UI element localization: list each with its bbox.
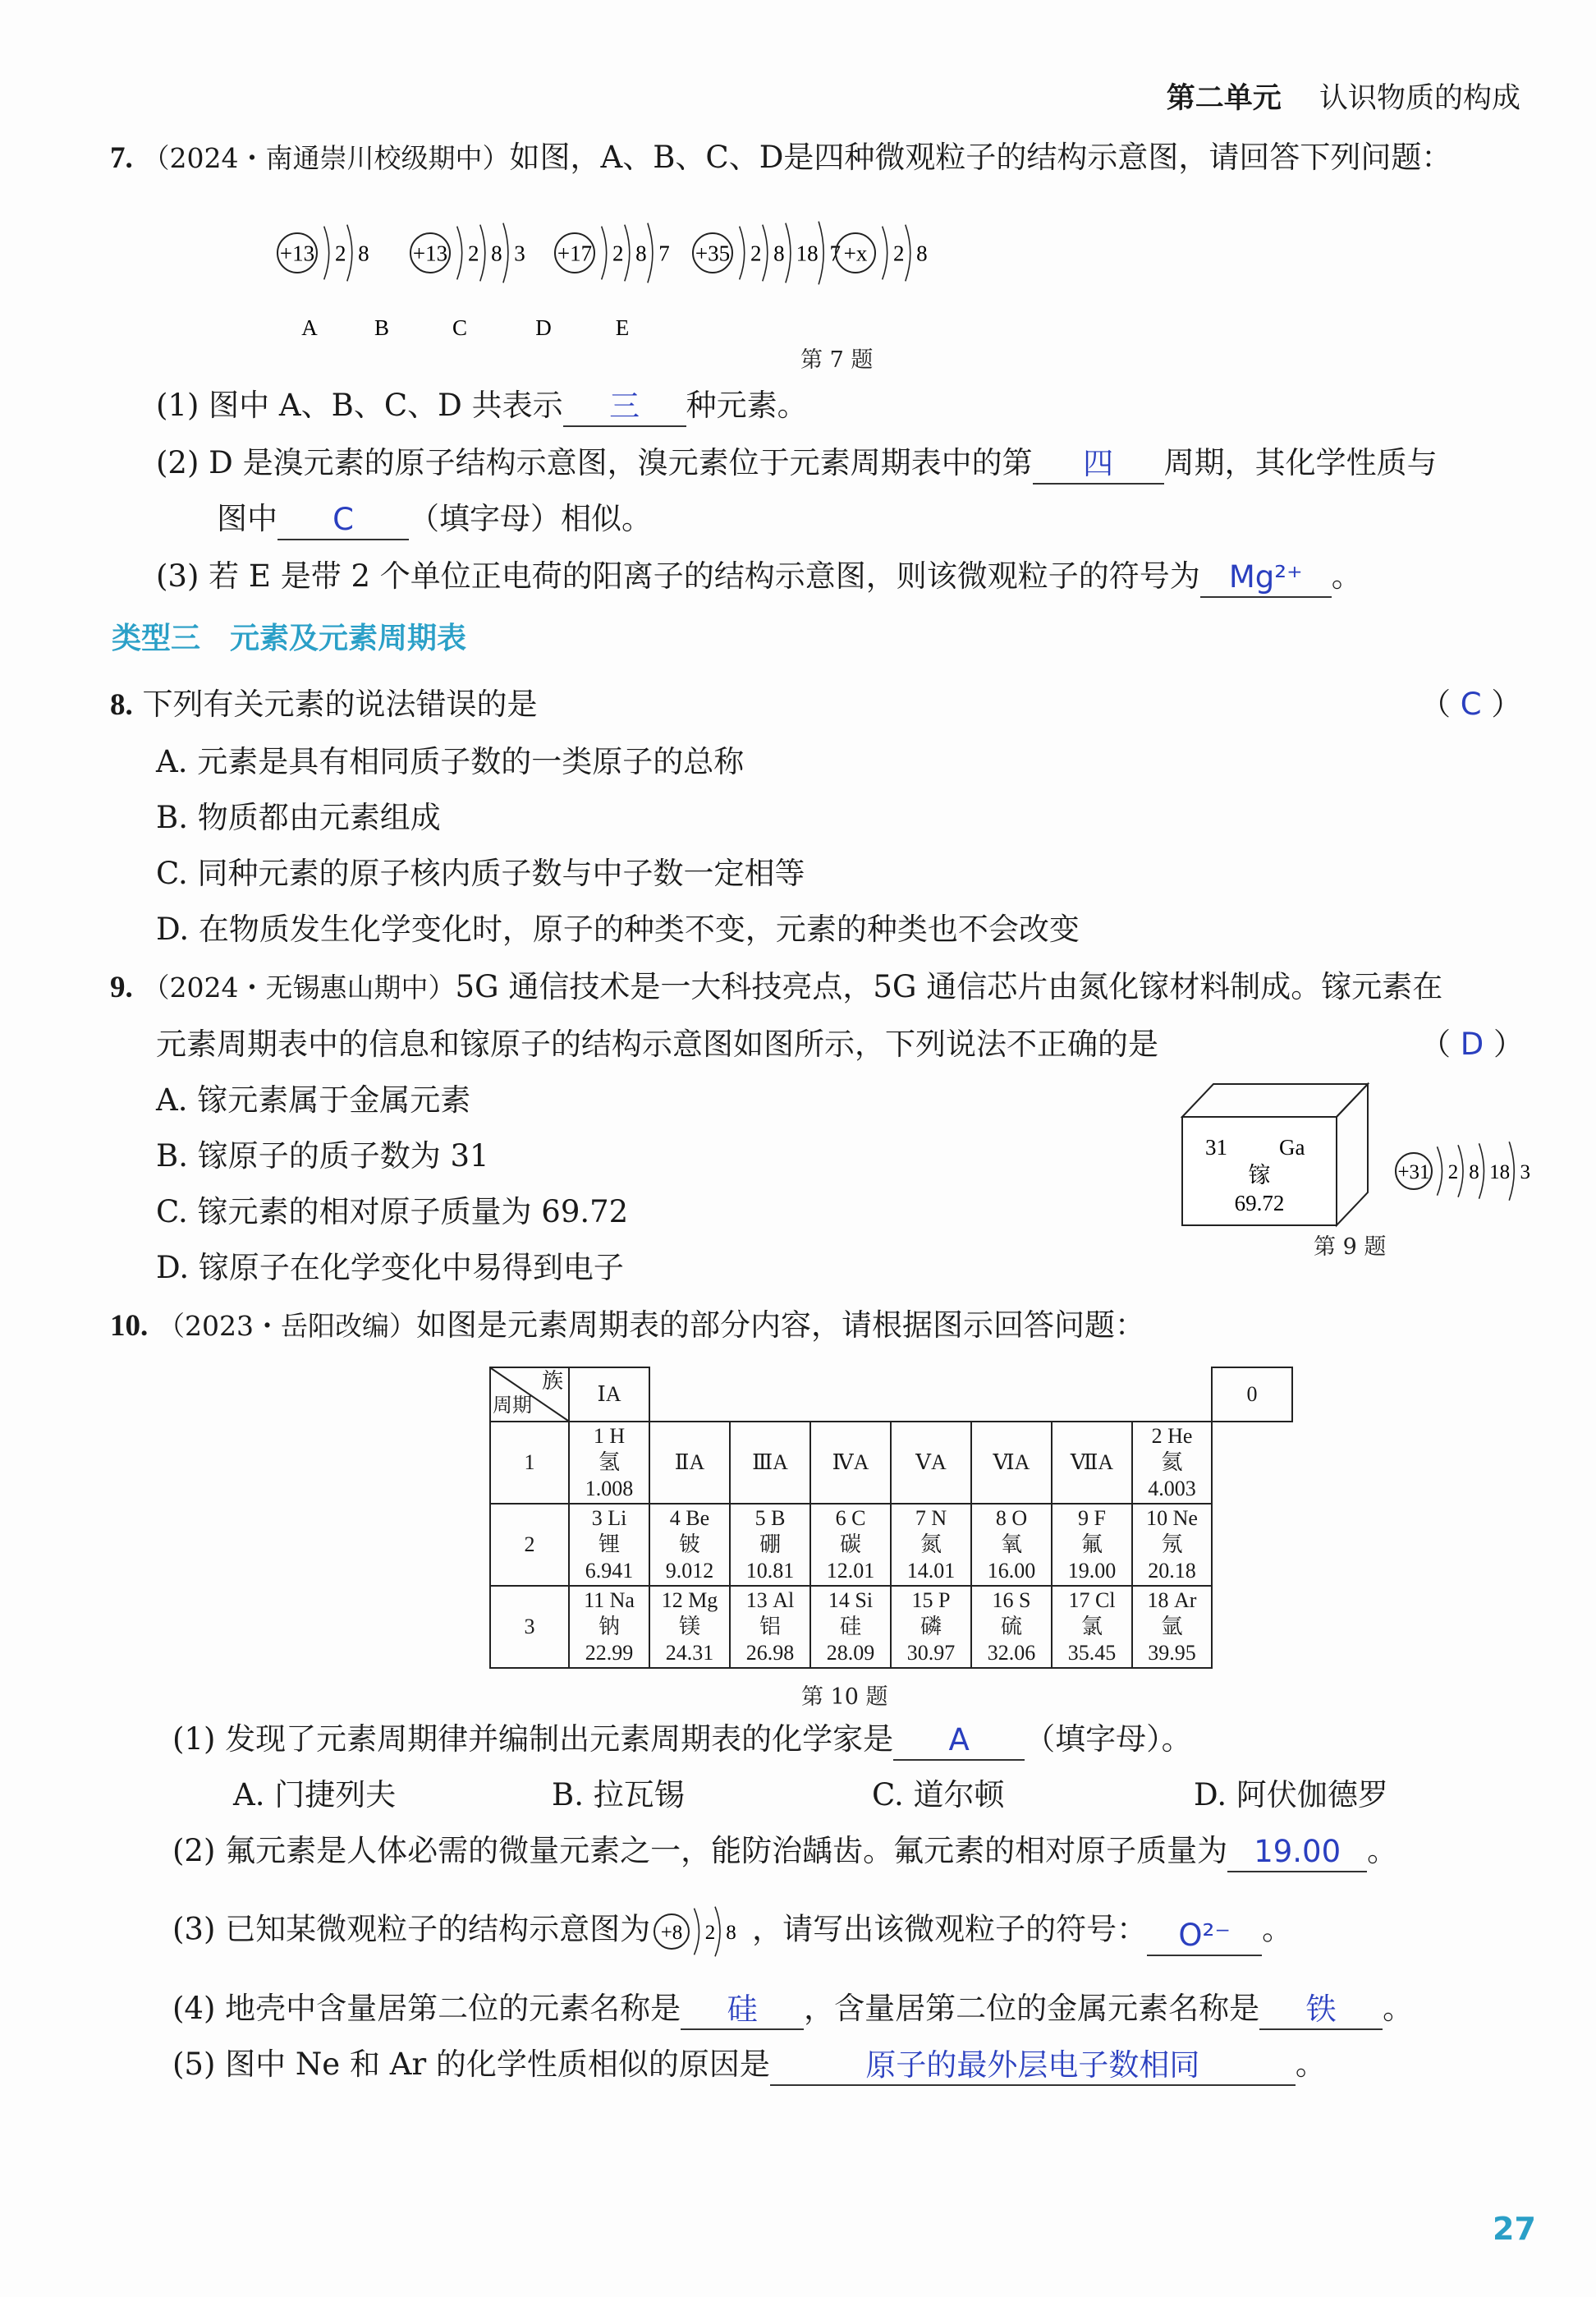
element-name: 硫 (1000, 1615, 1022, 1638)
atomic-mass: 35.45 (1067, 1641, 1117, 1665)
element-name: 磷 (920, 1615, 942, 1638)
element-name: 氟 (1080, 1532, 1103, 1556)
sub5-answer: 原子的最外层电子数相同 (865, 2047, 1200, 2083)
atomic-mass: 4.003 (1148, 1477, 1196, 1500)
nucleus-charge: +31 (1397, 1161, 1430, 1183)
shell-electron-count: 8 (1469, 1161, 1479, 1183)
sub1-text: (1) 发现了元素周期律并编制出元素周期表的化学家是 (172, 1721, 894, 1757)
diagram-label: E (615, 315, 630, 340)
q7-sub3 (156, 555, 1362, 598)
symbol: Li (608, 1506, 627, 1530)
group-header: ⅥA (971, 1422, 1052, 1504)
unit-label: 第二单元 (1166, 82, 1282, 115)
q10-sub5 (172, 2043, 1326, 2086)
question-number: 10. (110, 1309, 149, 1343)
diagram-label: C (452, 315, 468, 340)
q10-sub1 (172, 1718, 1192, 1761)
atomic-mass: 14.01 (906, 1559, 956, 1583)
q8-stem (110, 683, 538, 727)
shell-electron-count: 2 (750, 241, 762, 266)
atomic-number: 4 (669, 1506, 681, 1530)
q9-stem (110, 966, 1442, 1009)
option-C: C. 同种元素的原子核内质子数与中子数一定相等 (156, 856, 805, 891)
q10-figure-caption: 第 10 题 (801, 1684, 888, 1710)
atomic-number: 15 (911, 1588, 933, 1612)
element-cell-Al (730, 1586, 810, 1668)
q8-answer-bracket: （ C ） (1420, 687, 1522, 722)
atomic-number: 12 (661, 1588, 683, 1612)
atomic-number: 8 (995, 1506, 1007, 1530)
q9-stem-2: 元素周期表中的信息和镓原子的结构示意图如图所示，下列说法不正确的是 (156, 1027, 1158, 1062)
question-number: 9. (110, 971, 133, 1004)
period-label: 2 (490, 1504, 569, 1586)
sub1-option-C: C. 道尔顿 (872, 1777, 1005, 1812)
element-name: 钠 (598, 1615, 620, 1638)
electron-shell (648, 223, 653, 283)
atomic-number: 13 (745, 1588, 768, 1612)
atomic-mass: 26.98 (745, 1641, 795, 1665)
cell-number: 31 (1205, 1135, 1227, 1160)
period-label: 3 (490, 1586, 569, 1668)
group-header: 0 (1212, 1367, 1292, 1422)
nucleus-charge: +8 (660, 1922, 683, 1944)
sub1-answer: 三 (609, 388, 640, 424)
atomic-mass: 20.18 (1148, 1559, 1196, 1583)
element-name: 铝 (759, 1615, 781, 1638)
sub1-option-B: B. 拉瓦锡 (552, 1777, 685, 1812)
element-cell-Li (569, 1504, 649, 1586)
shell-electron-count: 8 (916, 241, 928, 266)
element-name: 镁 (678, 1615, 700, 1638)
element-name: 氯 (1080, 1615, 1103, 1638)
question-text: 如图，A、B、C、D是四种微观粒子的结构示意图，请回答下列问题： (509, 140, 1452, 175)
symbol: Mg (688, 1588, 718, 1612)
element-cell-Ne (1132, 1504, 1212, 1586)
q9-answer-bracket: （ D ） (1420, 1027, 1525, 1062)
element-cell-S (971, 1586, 1052, 1668)
electron-shell (324, 227, 329, 280)
q9-figure-caption: 第 9 题 (1314, 1234, 1387, 1260)
sub2-tail: 周期，其化学性质与 (1163, 445, 1438, 480)
nucleus-charge: +17 (557, 241, 593, 266)
atom-diagram-B (374, 223, 525, 340)
q9-answer: D (1460, 1027, 1484, 1062)
group-header: ⅦA (1052, 1422, 1132, 1504)
group-header: ⅢA (730, 1422, 810, 1504)
electron-shell (906, 225, 910, 282)
element-cell-C (810, 1504, 891, 1586)
group-header: ⅡA (649, 1422, 730, 1504)
group-header: ⅣA (810, 1422, 891, 1504)
q7-sub1 (156, 384, 808, 427)
running-header (1167, 77, 1520, 120)
electron-shell (625, 225, 630, 282)
sub4-tail: 。 (1383, 1991, 1414, 2026)
symbol: H (609, 1424, 626, 1448)
shell-electron-count: 8 (358, 241, 369, 266)
corner-cell (490, 1367, 569, 1422)
element-cell-Ar (1132, 1586, 1212, 1668)
q7-atom-diagrams (246, 207, 1231, 371)
question-source: （2023・岳阳改编） (158, 1310, 416, 1342)
electron-shell (695, 1909, 699, 1955)
section-heading: 类型三 元素及元素周期表 (112, 622, 467, 655)
electron-shell (883, 227, 887, 280)
element-name: 氢 (598, 1450, 620, 1474)
element-name: 氮 (920, 1532, 942, 1556)
element-cell-Cl (1052, 1586, 1132, 1668)
symbol: Al (773, 1588, 795, 1612)
electron-shell (763, 225, 768, 282)
cell-name: 镓 (1248, 1163, 1271, 1188)
option-D: D. 在物质发生化学变化时，原子的种类不变，元素的种类也不会改变 (156, 912, 1080, 947)
atomic-mass: 30.97 (906, 1641, 956, 1665)
element-name: 铍 (678, 1532, 700, 1556)
shell-electron-count: 7 (658, 241, 670, 266)
shell-electron-count: 2 (704, 1922, 716, 1944)
electron-shell (347, 225, 352, 282)
element-cell-Na (569, 1586, 649, 1668)
shell-electron-count: 8 (635, 241, 647, 266)
atomic-number: 16 (992, 1588, 1014, 1612)
sub2-text: (2) 氟元素是人体必需的微量元素之一，能防治龋齿。氟元素的相对原子质量为 (172, 1833, 1228, 1868)
q10-sub3 (172, 1907, 1292, 1956)
sub4-answer-2: 铁 (1305, 1991, 1337, 2027)
q8-answer: C (1460, 687, 1482, 722)
element-name: 硅 (839, 1615, 861, 1638)
shell-electron-count: 2 (468, 241, 479, 266)
atom-diagram-C (452, 223, 670, 340)
symbol: Na (609, 1588, 635, 1612)
atomic-number: 14 (828, 1588, 850, 1612)
electron-shell (457, 227, 462, 280)
gallium-atom-diagram (1387, 1133, 1530, 1207)
electron-shell (786, 223, 791, 283)
electron-shell (1509, 1142, 1514, 1200)
electron-shell (740, 227, 745, 280)
page-number: 27 (1493, 2211, 1536, 2247)
atomic-number: 6 (835, 1506, 846, 1530)
symbol: Be (686, 1506, 710, 1530)
atomic-number: 1 (593, 1424, 604, 1448)
sub2b-text: 图中 (217, 501, 277, 536)
option-D: D. 镓原子在化学变化中易得到电子 (156, 1250, 624, 1285)
sub1-answer: A (948, 1722, 970, 1757)
sub2-answer: 19.00 (1254, 1834, 1341, 1869)
shell-electron-count: 3 (514, 241, 525, 266)
element-cell-O (971, 1504, 1052, 1586)
atomic-mass: 9.012 (665, 1559, 714, 1583)
sub3-text: (3) 若 E 是带 2 个单位正电荷的阳离子的结构示意图，则该微观粒子的符号为 (156, 558, 1200, 594)
element-name: 碳 (839, 1532, 861, 1556)
option-A: A. 元素是具有相同质子数的一类原子的总称 (156, 744, 745, 779)
sub2b-answer: C (332, 502, 354, 537)
atomic-mass: 12.01 (826, 1559, 875, 1583)
atomic-number: 3 (591, 1506, 603, 1530)
atomic-number: 11 (584, 1588, 605, 1612)
atom-diagram-D (535, 222, 841, 340)
atomic-number: 18 (1147, 1588, 1169, 1612)
group-axis-label: 族 (541, 1369, 563, 1393)
shell-electron-count: 2 (335, 241, 346, 266)
electron-shell (1438, 1146, 1442, 1195)
shell-electron-count: 2 (1447, 1161, 1459, 1183)
shell-electron-count: 7 (829, 241, 841, 266)
element-name: 氦 (1161, 1450, 1183, 1474)
cell-symbol: Ga (1279, 1135, 1305, 1160)
period-axis-label: 周期 (493, 1395, 532, 1417)
atomic-mass: 1.008 (585, 1477, 634, 1500)
sub4-mid: ，含量居第二位的金属元素名称是 (804, 1991, 1260, 2026)
question-number: 8. (110, 688, 133, 722)
option-C: C. 镓元素的相对原子质量为 69.72 (156, 1194, 629, 1229)
atomic-number: 5 (754, 1506, 766, 1530)
atomic-number: 10 (1146, 1506, 1168, 1530)
symbol: N (931, 1506, 947, 1530)
option-A: A. 镓元素属于金属元素 (156, 1082, 471, 1118)
period-label: 1 (490, 1422, 569, 1504)
symbol: He (1167, 1424, 1193, 1448)
q10-sub2 (172, 1830, 1397, 1872)
q7-stem (110, 136, 1452, 180)
atomic-number: 2 (1151, 1424, 1163, 1448)
symbol: O (1011, 1506, 1028, 1530)
q7-sub2b (217, 498, 652, 540)
question-text: 5G 通信技术是一大科技亮点，5G 通信芯片由氮化镓材料制成。镓元素在 (455, 969, 1443, 1004)
atomic-number: 7 (915, 1506, 926, 1530)
sub5-text: (5) 图中 Ne 和 Ar 的化学性质相似的原因是 (172, 2047, 770, 2082)
element-name: 氖 (1161, 1532, 1183, 1556)
atomic-mass: 32.06 (987, 1641, 1036, 1665)
symbol: B (771, 1506, 786, 1530)
element-cell-B (730, 1504, 810, 1586)
option-B: B. 镓原子的质子数为 31 (156, 1138, 489, 1174)
sub2-text: (2) D 是溴元素的原子结构示意图，溴元素位于元素周期表中的第 (156, 445, 1033, 480)
electron-shell (602, 227, 607, 280)
electron-shell (819, 222, 823, 285)
element-name: 锂 (598, 1532, 620, 1556)
shell-electron-count: 18 (1489, 1161, 1511, 1183)
atomic-mass: 22.99 (585, 1641, 634, 1665)
sub3-text: (3) 已知某微观粒子的结构示意图为 (172, 1911, 651, 1947)
sub3-mid: ，请写出该微观粒子的符号： (752, 1911, 1148, 1947)
sub1-option-A: A. 门捷列夫 (233, 1777, 397, 1812)
element-cell-Be (649, 1504, 730, 1586)
symbol: Ar (1174, 1588, 1197, 1612)
sub2-tail: 。 (1367, 1833, 1398, 1868)
element-name: 氩 (1161, 1615, 1183, 1638)
group-header: ⅠA (569, 1367, 649, 1422)
q7-figure-caption: 第 7 题 (800, 347, 874, 373)
shell-electron-count: 3 (1520, 1161, 1530, 1183)
q10-stem (110, 1304, 1145, 1348)
sub5-tail: 。 (1295, 2047, 1326, 2082)
element-cell-F (1052, 1504, 1132, 1586)
nucleus-charge: +x (843, 241, 868, 266)
element-cell-Mg (649, 1586, 730, 1668)
atomic-mass: 39.95 (1148, 1641, 1196, 1665)
atom-diagram-A (277, 225, 369, 340)
symbol: C (851, 1506, 866, 1530)
shell-electron-count: 8 (726, 1922, 736, 1944)
cell-mass: 69.72 (1234, 1191, 1285, 1215)
sub4-answer-1: 硅 (727, 1991, 758, 2027)
element-cell-He (1132, 1422, 1212, 1504)
diagram-label: D (535, 315, 552, 340)
symbol: Si (855, 1588, 874, 1612)
shell-electron-count: 8 (773, 241, 785, 266)
periodic-table (489, 1367, 1293, 1669)
sub2b-tail: （填字母）相似。 (409, 501, 652, 536)
option-B: B. 物质都由元素组成 (156, 800, 441, 835)
diagram-label: A (301, 315, 318, 340)
sub1-option-D: D. 阿伏伽德罗 (1194, 1777, 1388, 1812)
symbol: S (1019, 1588, 1031, 1612)
atomic-mass: 10.81 (745, 1559, 795, 1583)
shell-electron-count: 8 (491, 241, 502, 266)
unit-title: 认识物质的构成 (1319, 82, 1520, 115)
question-number: 7. (110, 141, 133, 175)
question-text: 下列有关元素的说法错误的是 (142, 687, 538, 722)
atomic-number: 17 (1068, 1588, 1090, 1612)
group-header: ⅤA (891, 1422, 971, 1504)
electron-shell (503, 223, 508, 283)
atomic-mass: 24.31 (665, 1641, 714, 1665)
sub4-text: (4) 地壳中含量居第二位的元素名称是 (172, 1991, 681, 2026)
electron-shell (1458, 1145, 1463, 1197)
sub3-answer: O²⁻ (1178, 1918, 1231, 1953)
symbol: Ne (1172, 1506, 1198, 1530)
sub1-tail: 种元素。 (686, 388, 808, 423)
shell-electron-count: 18 (796, 241, 819, 266)
gallium-element-cell (1181, 1082, 1378, 1227)
shell-electron-count: 2 (893, 241, 905, 266)
element-cell-P (891, 1586, 971, 1668)
nucleus-charge: +35 (695, 241, 731, 266)
element-cell-Si (810, 1586, 891, 1668)
nucleus-charge: +13 (279, 241, 315, 266)
sub1-text: (1) 图中 A、B、C、D 共表示 (156, 388, 563, 423)
sub1-tail: （填字母）。 (1025, 1721, 1192, 1757)
sub3-answer: Mg²⁺ (1228, 559, 1303, 595)
symbol: F (1094, 1506, 1106, 1530)
oxygen-ion-diagram (650, 1907, 752, 1956)
question-source: （2024・南通崇川校级期中） (142, 142, 510, 174)
q7-sub2 (156, 442, 1438, 485)
sub3-tail: 。 (1331, 558, 1362, 594)
shell-electron-count: 2 (612, 241, 624, 266)
atomic-mass: 6.941 (585, 1559, 634, 1583)
element-cell-N (891, 1504, 971, 1586)
question-source: （2024・无锡惠山期中） (142, 972, 456, 1004)
diagram-label: B (374, 315, 390, 340)
element-name: 氧 (1000, 1532, 1022, 1556)
nucleus-charge: +13 (412, 241, 448, 266)
symbol: P (938, 1588, 951, 1612)
element-cell-H (569, 1422, 649, 1504)
atomic-number: 9 (1078, 1506, 1089, 1530)
sub2-answer: 四 (1083, 446, 1114, 481)
electron-shell (1479, 1143, 1484, 1198)
electron-shell (480, 225, 485, 282)
symbol: Cl (1094, 1588, 1116, 1612)
electron-shell (715, 1907, 720, 1957)
atomic-mass: 19.00 (1067, 1559, 1117, 1583)
atomic-mass: 28.09 (826, 1641, 875, 1665)
atomic-mass: 16.00 (987, 1559, 1036, 1583)
question-text: 如图是元素周期表的部分内容，请根据图示回答问题： (416, 1307, 1145, 1343)
sub3-tail: 。 (1262, 1911, 1293, 1947)
q10-sub4 (172, 1987, 1413, 2030)
element-name: 硼 (759, 1532, 781, 1556)
